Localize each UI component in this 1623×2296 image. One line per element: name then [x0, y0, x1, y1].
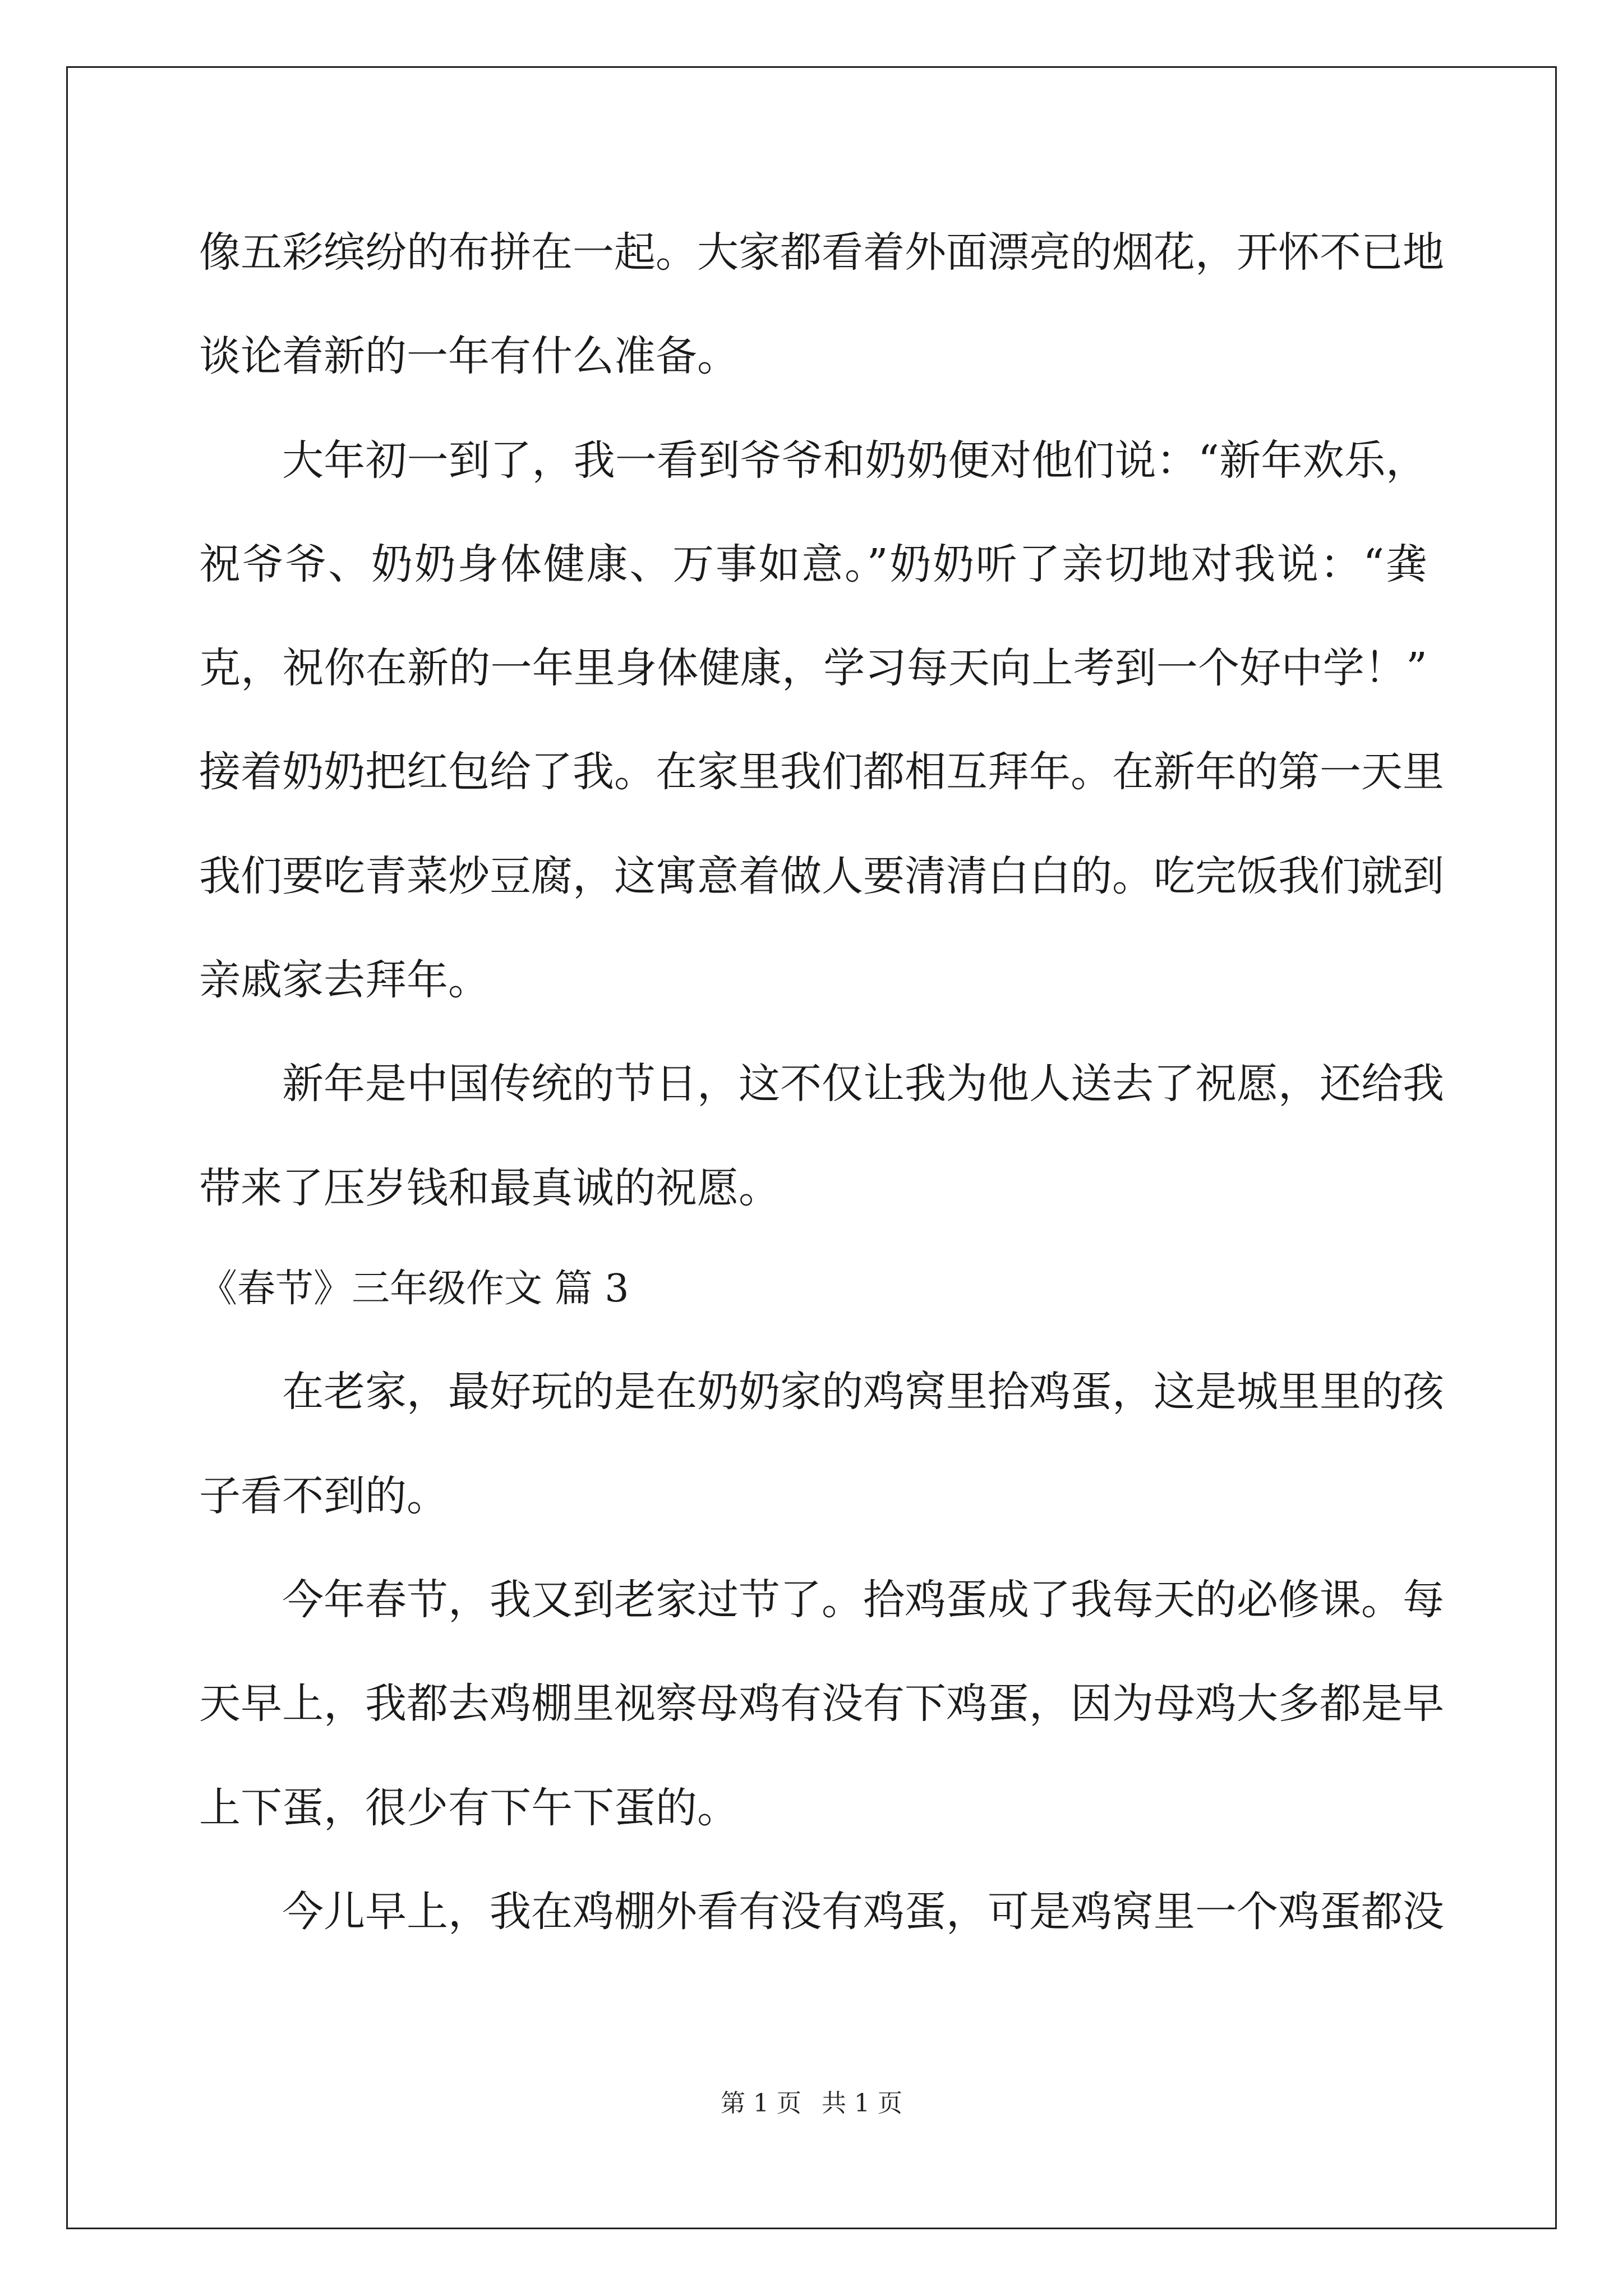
paragraph-line: 谈论着新的一年有什么准备。 [199, 332, 739, 380]
paragraph-line: 像五彩缤纷的布拼在一起。大家都看着外面漂亮的烟花，开怀不已地 [199, 228, 1444, 277]
page-number-current: 第 1 页 [721, 2089, 801, 2118]
paragraph-line: 子看不到的。 [199, 1472, 448, 1520]
paragraph-first-line: 今年春节，我又到老家过节了。拾鸡蛋成了我每天的必修课。每 [282, 1576, 1444, 1624]
paragraph-first-line: 新年是中国传统的节日，这不仅让我为他人送去了祝愿，还给我 [282, 1060, 1444, 1108]
paragraph-line: 上下蛋，很少有下午下蛋的。 [199, 1784, 739, 1832]
paragraph-line: 天早上，我都去鸡棚里视察母鸡有没有下鸡蛋，因为母鸡大多都是早 [199, 1680, 1444, 1728]
paragraph-first-line: 在老家，最好玩的是在奶奶家的鸡窝里拾鸡蛋，这是城里里的孩 [282, 1368, 1444, 1416]
paragraph-line: 克，祝你在新的一年里身体健康，学习每天向上考到一个好中学！” [199, 644, 1427, 692]
paragraph-line: 亲戚家去拜年。 [199, 956, 490, 1004]
page-footer [0, 2087, 1623, 2120]
paragraph-first-line: 大年初一到了，我一看到爷爷和奶奶便对他们说：“新年欢乐， [282, 436, 1427, 485]
paragraph-line: 带来了压岁钱和最真诚的祝愿。 [199, 1164, 780, 1212]
paragraph-line: 祝爷爷、奶奶身体健康、万事如意。”奶奶听了亲切地对我说：“龚 [199, 540, 1427, 588]
paragraph-first-line: 今儿早上，我在鸡棚外看有没有鸡蛋，可是鸡窝里一个鸡蛋都没 [282, 1888, 1444, 1936]
page-number-total: 共 1 页 [822, 2089, 902, 2118]
paragraph-line: 接着奶奶把红包给了我。在家里我们都相互拜年。在新年的第一天里 [199, 748, 1444, 796]
section-heading: 《春节》三年级作文 篇 3 [199, 1267, 629, 1311]
paragraph-line: 我们要吃青菜炒豆腐，这寓意着做人要清清白白的。吃完饭我们就到 [199, 852, 1444, 900]
